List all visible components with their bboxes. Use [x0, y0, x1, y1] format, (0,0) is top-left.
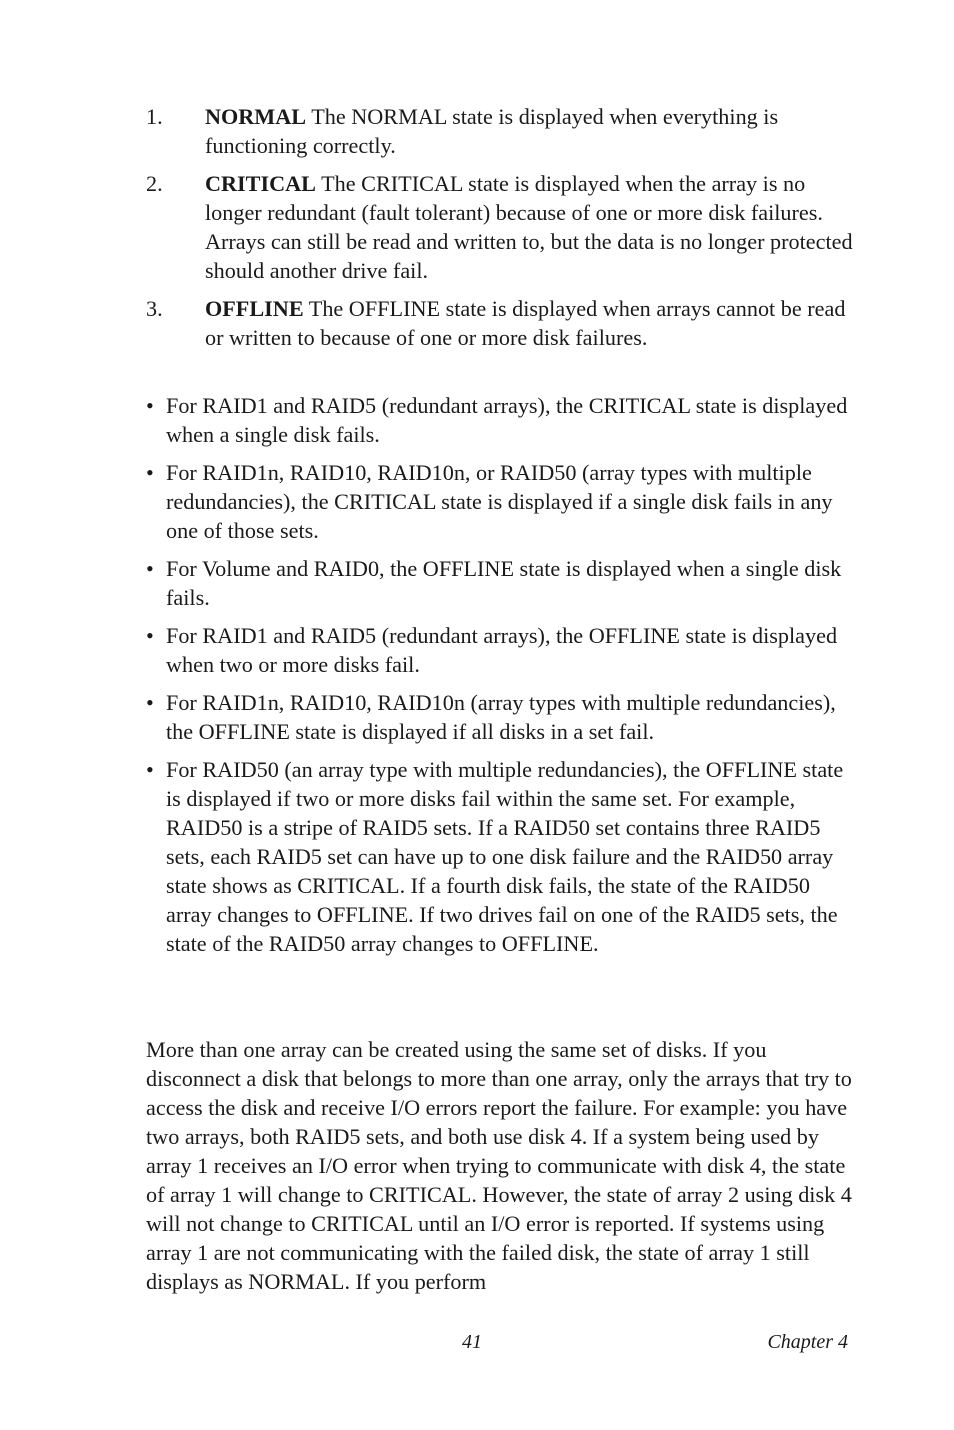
state-number: 2. [146, 171, 163, 196]
bullet-text: For RAID1n, RAID10, RAID10n, or RAID50 (array types with multiple redundancies), the CRITICAL state is displayed if a single disk fails in any one of those sets. [166, 460, 833, 543]
bullet-icon: • [146, 556, 154, 581]
state-description: The CRITICAL state is displayed when the array is no longer redundant (fault tolerant) because of one or more disk failures. Arrays can still be read and written to, but the data is no longer protected should another drive fail. [205, 171, 853, 283]
list-item [146, 688, 856, 746]
state-item-offline [146, 294, 856, 352]
bullet-icon: • [146, 623, 154, 648]
state-number: 1. [146, 104, 163, 129]
list-item [146, 755, 856, 958]
body-paragraph: More than one array can be created using the same set of disks. If you disconnect a disk that belongs to more than one array, only the arrays that try to access the disk and receive I/O errors report the failure. For example: you have two arrays, both RAID5 sets, and both use disk 4. If a system being used by array 1 receives an I/O error when trying to communicate with disk 4, the state of array 1 will change to CRITICAL. However, the state of array 2 using disk 4 will not change to CRITICAL until an I/O error is reported. If systems using array 1 are not communicating with the failed disk, the state of array 1 still displays as NORMAL. If you perform [146, 1037, 852, 1294]
chapter-label: Chapter 4 [767, 1331, 848, 1353]
state-item-critical [146, 169, 856, 285]
bullet-text: For RAID1n, RAID10, RAID10n (array types with multiple redundancies), the OFFLINE state is displayed if all disks in a set fail. [166, 690, 836, 744]
state-term: NORMAL [205, 104, 307, 129]
list-item [146, 458, 856, 545]
state-term: OFFLINE [205, 296, 304, 321]
bullet-icon: • [146, 393, 154, 418]
state-term: CRITICAL [205, 171, 316, 196]
state-number: 3. [146, 296, 163, 321]
page-number: 41 [462, 1331, 482, 1353]
bullet-text: For RAID50 (an array type with multiple redundancies), the OFFLINE state is displayed if two or more disks fail within the same set. For example, RAID50 is a stripe of RAID5 sets. If a RAID50 set contains three RAID5 sets, each RAID5 set can have up to one disk failure and the RAID50 array state shows as CRITICAL. If a fourth disk fails, the state of the RAID50 array changes to OFFLINE. If two drives fail on one of the RAID5 sets, the state of the RAID50 array changes to OFFLINE. [166, 757, 844, 956]
bullet-icon: • [146, 757, 154, 782]
raid-rules-list [146, 391, 856, 967]
bullet-text: For RAID1 and RAID5 (redundant arrays), the OFFLINE state is displayed when two or more disks fail. [166, 623, 838, 677]
state-description: The NORMAL state is displayed when everything is functioning correctly. [205, 104, 779, 158]
bullet-icon: • [146, 690, 154, 715]
state-list [146, 102, 856, 361]
bullet-text: For RAID1 and RAID5 (redundant arrays), the CRITICAL state is displayed when a single disk fails. [166, 393, 848, 447]
bullet-text: For Volume and RAID0, the OFFLINE state is displayed when a single disk fails. [166, 556, 842, 610]
list-item [146, 391, 856, 449]
state-description: The OFFLINE state is displayed when arrays cannot be read or written to because of one or more disk failures. [205, 296, 846, 350]
list-item [146, 621, 856, 679]
bullet-icon: • [146, 460, 154, 485]
list-item [146, 554, 856, 612]
state-item-normal [146, 102, 856, 160]
